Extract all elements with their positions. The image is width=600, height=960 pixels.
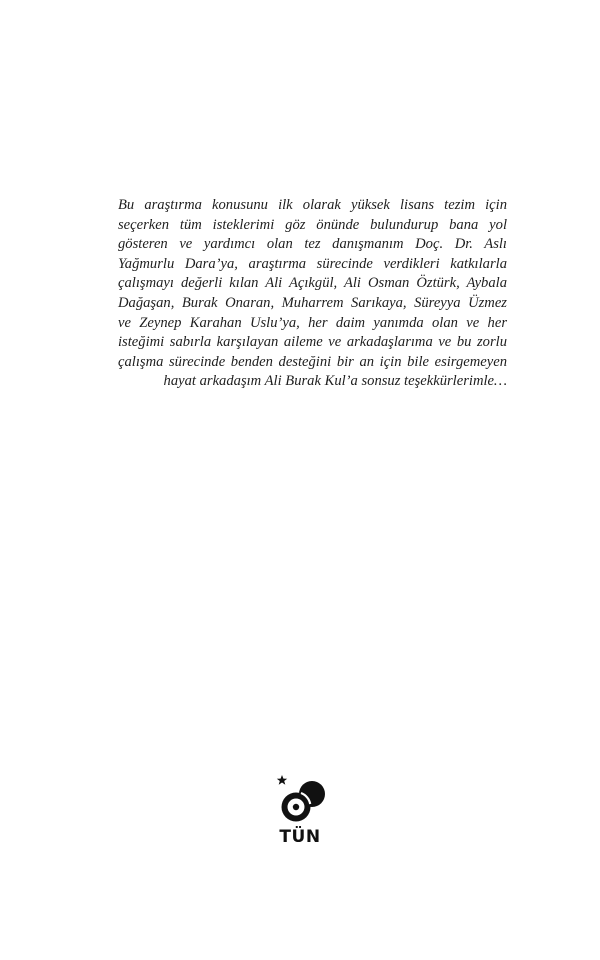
dedication-text (118, 196, 507, 392)
publisher-logo (268, 774, 332, 852)
dedication-line: Bu araştırma konusunu ilk olarak yüksek lisans tezim için (118, 197, 507, 213)
dedication-line: seçerken tüm isteklerimi göz önünde bulundurup bana yol (118, 216, 507, 233)
publisher-name: TÜN (279, 827, 321, 847)
dedication-line: Yağmurlu Dara’ya, araştırma sürecinde verdikleri katkılarla (118, 255, 507, 272)
dedication-line: ve Zeynep Karahan Uslu’ya, her daim yanımda olan ve her (118, 314, 507, 331)
tun-publisher-logo-icon (268, 774, 332, 828)
dedication-line: hayat arkadaşım Ali Burak Kul’a sonsuz teşekkürlerimle… (163, 373, 507, 390)
dedication-line: gösteren ve yardımcı olan tez danışmanım Doç. Dr. Aslı (118, 236, 507, 253)
logo-star (277, 775, 287, 785)
dedication-line: Dağaşan, Burak Onaran, Muharrem Sarıkaya, Süreyya Üzmez (118, 294, 507, 311)
dedication-line: çalışmayı değerli kılan Ali Açıkgül, Ali Osman Öztürk, Aybala (118, 275, 507, 292)
dedication-line: isteğimi sabırla karşılayan aileme ve arkadaşlarıma ve bu zorlu (118, 334, 507, 351)
dedication-line: çalışma sürecinde benden desteğini bir an için bile esirgemeyen (118, 353, 507, 370)
logo-ring-dot (293, 804, 299, 810)
